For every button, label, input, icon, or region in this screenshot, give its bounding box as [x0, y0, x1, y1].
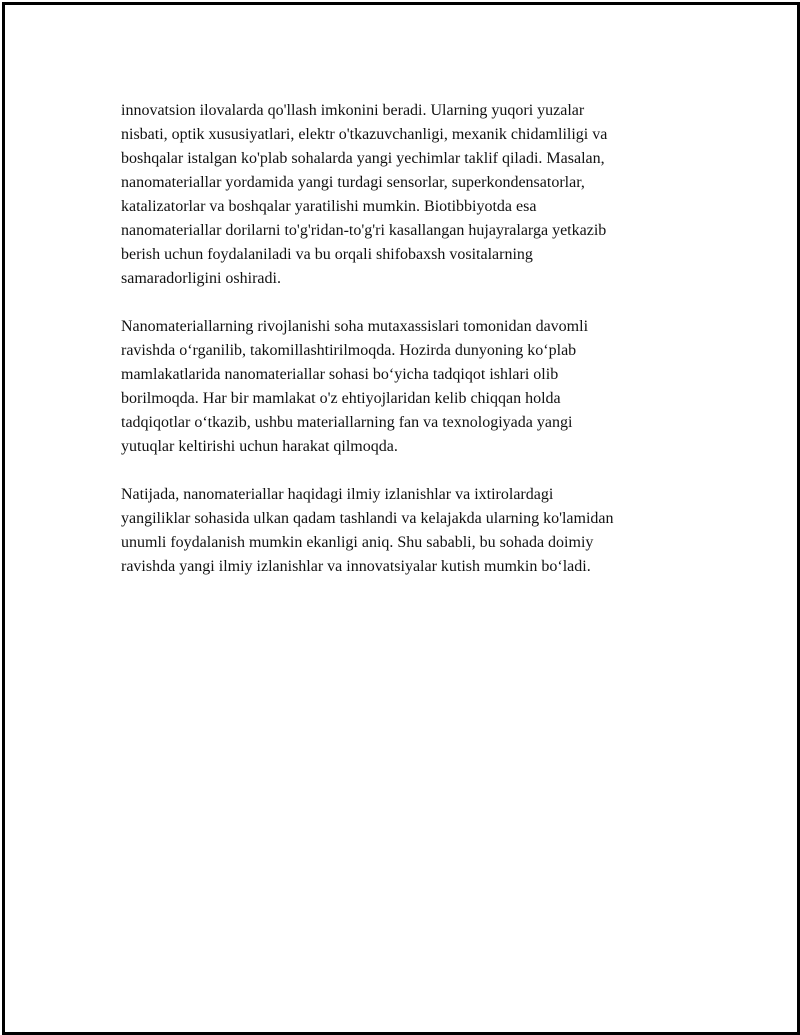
text-line: yutuqlar keltirishi uchun harakat qilmoqda. — [121, 438, 398, 455]
page-frame — [2, 2, 800, 1035]
text-line: nanomateriallar dorilarni to'g'ridan-to'g'ri kasallangan hujayralarga yetkazib — [121, 222, 607, 239]
text-line: unumli foydalanish mumkin ekanligi aniq. Shu sababli, bu sohada doimiy — [121, 534, 594, 551]
text-line: ravishda yangi ilmiy izlanishlar va innovatsiyalar kutish mumkin bo‘ladi. — [121, 558, 591, 575]
text-line: berish uchun foydalaniladi va bu orqali shifobaxsh vositalarning — [121, 246, 533, 263]
paragraph-1 — [121, 99, 696, 291]
text-line: nanomateriallar yordamida yangi turdagi sensorlar, superkondensatorlar, — [121, 174, 585, 191]
text-line: mamlakatlarida nanomateriallar sohasi bo‘yicha tadqiqot ishlari olib — [121, 366, 559, 383]
text-line: samaradorligini oshiradi. — [121, 270, 281, 287]
text-line: borilmoqda. Har bir mamlakat o'z ehtiyojlaridan kelib chiqqan holda — [121, 390, 561, 407]
text-line: Natijada, nanomateriallar haqidagi ilmiy izlanishlar va ixtirolardagi — [121, 486, 554, 503]
paragraph-2 — [121, 315, 696, 459]
text-line: nisbati, optik xususiyatlari, elektr o'tkazuvchanligi, mexanik chidamliligi va — [121, 126, 608, 143]
text-line: innovatsion ilovalarda qo'llash imkonini beradi. Ularning yuqori yuzalar — [121, 102, 585, 119]
text-line: katalizatorlar va boshqalar yaratilishi mumkin. Biotibbiyotda esa — [121, 198, 537, 215]
text-line: Nanomateriallarning rivojlanishi soha mutaxassislari tomonidan davomli — [121, 318, 589, 335]
text-line: tadqiqotlar o‘tkazib, ushbu materiallarning fan va texnologiyada yangi — [121, 414, 573, 431]
document-body — [121, 99, 696, 603]
paragraph-3 — [121, 483, 696, 579]
text-line: boshqalar istalgan ko'plab sohalarda yangi yechimlar taklif qiladi. Masalan, — [121, 150, 605, 167]
text-line: yangiliklar sohasida ulkan qadam tashlandi va kelajakda ularning ko'lamidan — [121, 510, 614, 527]
text-line: ravishda o‘rganilib, takomillashtirilmoqda. Hozirda dunyoning ko‘plab — [121, 342, 577, 359]
